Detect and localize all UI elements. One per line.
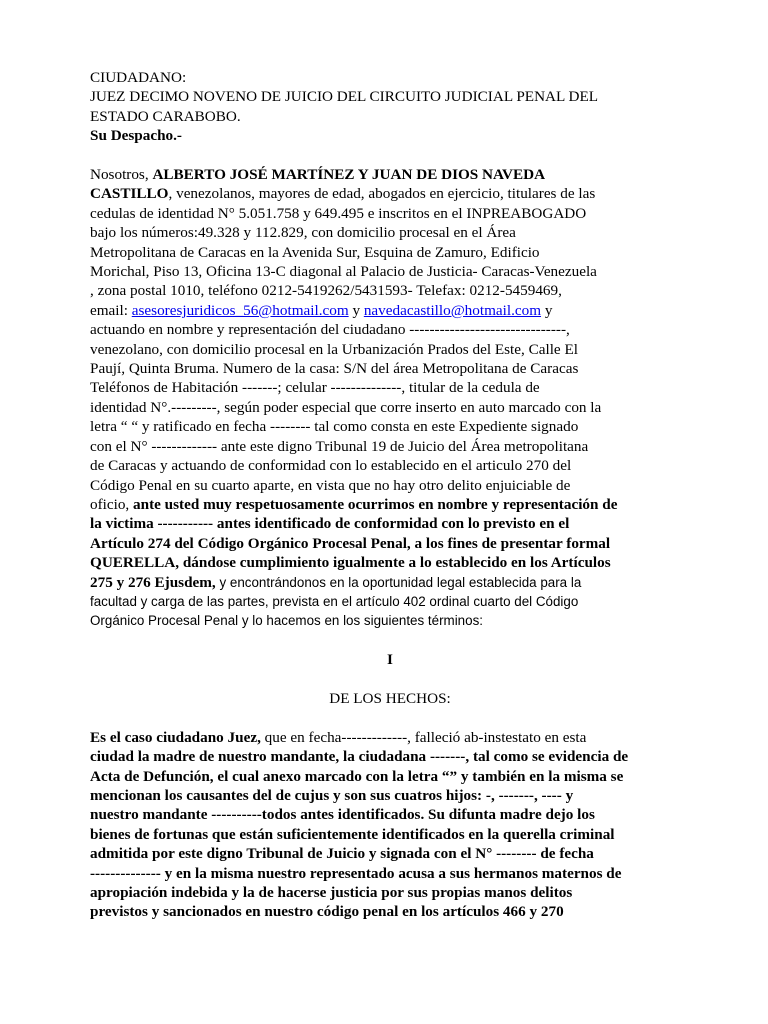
- intro-line: [90, 301, 690, 320]
- despacho: Su Despacho.-: [90, 127, 182, 145]
- intro-bold-text: ante usted muy respetuosamente ocurrimos en nombre y representación de: [133, 495, 618, 513]
- intro-line: Artículo 274 del Código Orgánico Procesal Penal, a los fines de presentar formal: [90, 534, 611, 552]
- intro-text: y: [348, 301, 364, 319]
- intro-text: y encontrándonos en la oportunidad legal establecida para la: [215, 574, 582, 590]
- intro-line: Morichal, Piso 13, Oficina 13-C diagonal al Palacio de Justicia- Caracas-Venezuela: [90, 263, 597, 281]
- attorney-names: CASTILLO: [90, 185, 169, 203]
- email-link-asesores[interactable]: asesoresjuridicos_56@hotmail.com: [131, 301, 349, 319]
- hechos-line: Acta de Defunción, el cual anexo marcado con la letra “” y también en la misma se: [90, 767, 624, 785]
- hechos-line: mencionan los causantes del de cujus y son sus cuatros hijos: -, -------, ---- y: [90, 786, 574, 804]
- intro-line: Paují, Quinta Bruma. Numero de la casa: S/N del área Metropolitana de Caracas: [90, 360, 579, 378]
- intro-line: Código Penal en su cuarto aparte, en vista que no hay otro delito enjuiciable de: [90, 476, 571, 494]
- intro-line: [90, 495, 690, 514]
- intro-line: QUERELLA, dándose cumplimiento igualmente a lo establecido en los Artículos: [90, 554, 611, 572]
- intro-line: [90, 184, 690, 203]
- hechos-line: admitida por este digno Tribunal de Juicio y signada con el N° -------- de fecha: [90, 845, 594, 863]
- intro-line: letra “ “ y ratificado en fecha -------- tal como consta en este Expediente signado: [90, 418, 579, 436]
- intro-line: bajo los números:49.328 y 112.829, con domicilio procesal en el Área: [90, 224, 516, 242]
- intro-line: Orgánico Procesal Penal y lo hacemos en los siguientes términos:: [90, 613, 483, 629]
- spacer: [90, 631, 690, 650]
- attorney-names: ALBERTO JOSÉ MARTÍNEZ Y JUAN DE DIOS NAVEDA: [152, 166, 546, 184]
- hechos-line: bienes de fortunas que están suficientemente identificados en la querella criminal: [90, 825, 615, 843]
- hechos-line: previstos y sancionados en nuestro código penal en los artículos 466 y 270: [90, 903, 564, 921]
- hechos-line: -------------- y en la misma nuestro representado acusa a sus hermanos maternos de: [90, 864, 622, 882]
- hechos-line: nuestro mandante ----------todos antes identificados. Su difunta madre dejo los: [90, 806, 595, 824]
- intro-line: [90, 165, 690, 184]
- document-body: [90, 68, 690, 922]
- hechos-text: que en fecha-------------, falleció ab-instestato en esta: [260, 728, 587, 746]
- intro-line: facultad y carga de las partes, prevista en el artículo 402 ordinal cuarto del Código: [90, 593, 579, 609]
- intro-line: la victima ----------- antes identificado de conformidad con lo previsto en el: [90, 515, 570, 533]
- intro-text: y: [541, 301, 553, 319]
- court-line-2: ESTADO CARABOBO.: [90, 107, 241, 125]
- hechos-line: [90, 728, 690, 747]
- salutation: CIUDADANO:: [90, 69, 187, 86]
- hechos-line: ciudad la madre de nuestro mandante, la ciudadana -------, tal como se evidencia de: [90, 748, 629, 766]
- intro-text: oficio,: [90, 495, 134, 513]
- intro-line: identidad N°.---------, según poder especial que corre inserto en auto marcado con la: [90, 398, 602, 416]
- intro-line: , zona postal 1010, teléfono 0212-5419262/5431593- Telefax: 0212-5459469,: [90, 282, 562, 300]
- intro-text: email:: [90, 301, 132, 319]
- intro-line: Metropolitana de Caracas en la Avenida Sur, Esquina de Zamuro, Edificio: [90, 243, 540, 261]
- email-link-naveda[interactable]: navedacastillo@hotmail.com: [363, 301, 542, 319]
- court-line-1: JUEZ DECIMO NOVENO DE JUICIO DEL CIRCUITO JUDICIAL PENAL DEL: [90, 88, 599, 106]
- hechos-lead: Es el caso ciudadano Juez,: [90, 728, 261, 746]
- spacer: [90, 146, 690, 165]
- intro-line: Teléfonos de Habitación -------; celular --------------, titular de la cedula de: [90, 379, 540, 397]
- intro-text: Nosotros,: [90, 166, 153, 184]
- intro-line: [90, 573, 690, 592]
- intro-line: de Caracas y actuando de conformidad con lo establecido en el articulo 270 del: [90, 457, 572, 475]
- intro-line: con el N° ------------- ante este digno Tribunal 19 de Juicio del Área metropolitana: [90, 437, 589, 455]
- spacer: [90, 708, 690, 727]
- intro-text: , venezolanos, mayores de edad, abogados en ejercicio, titulares de las: [168, 185, 596, 203]
- intro-bold-text: 275 y 276 Ejusdem,: [90, 573, 216, 591]
- intro-line: venezolano, con domicilio procesal en la Urbanización Prados del Este, Calle El: [90, 340, 578, 358]
- hechos-line: apropiación indebida y la de hacerse justicia por sus propias manos delitos: [90, 884, 573, 901]
- intro-line: cedulas de identidad N° 5.051.758 y 649.495 e inscritos en el INPREABOGADO: [90, 204, 587, 222]
- section-title: DE LOS HECHOS:: [329, 689, 451, 707]
- spacer: [90, 670, 690, 689]
- intro-line: actuando en nombre y representación del ciudadano -------------------------------,: [90, 321, 570, 339]
- section-numeral: I: [387, 651, 393, 669]
